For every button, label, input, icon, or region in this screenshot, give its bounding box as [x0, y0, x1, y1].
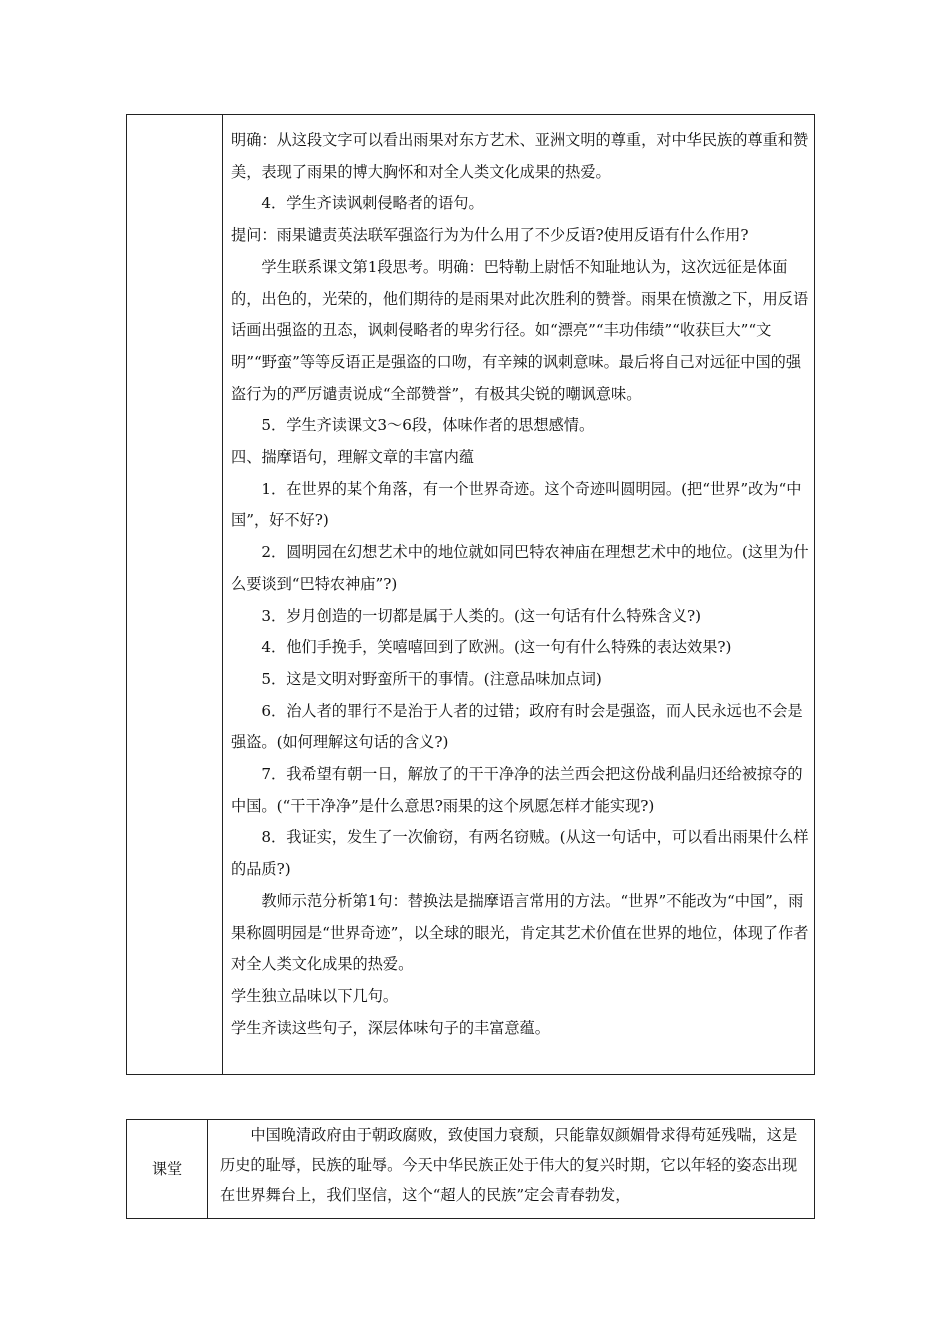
paragraph: 学生联系课文第1段思考。明确：巴特勒上尉恬不知耻地认为，这次远征是体面的，出色的，光荣的，他们期待的是雨果对此次胜利的赞誉。雨果在愤激之下，用反语话画出强盗的丑态，讽刺侵略者的卑劣行径。如“漂亮”“丰功伟绩”“收获巨大”“文明”“野蛮”等等反语正是强盗的口吻，有辛辣的讽刺意味。最后将自己对远征中国的强盗行为的严厉谴责说成“全部赞誉”，有极其尖锐的嘲讽意味。: [231, 257, 809, 403]
paragraph: 4．学生齐读讽刺侵略者的语句。: [261, 194, 484, 213]
summary-table: [126, 1119, 815, 1219]
section-heading: 四、揣摩语句，理解文章的丰富内蕴: [231, 448, 474, 467]
paragraph: 3．岁月创造的一切都是属于人类的。(这一句话有什么特殊含义?): [261, 606, 702, 625]
row-label: 课堂: [151, 1160, 183, 1178]
paragraph: 明确：从这段文字可以看出雨果对东方艺术、亚洲文明的尊重，对中华民族的尊重和赞美，表现了雨果的博大胸怀和对全人类文化成果的热爱。: [231, 131, 809, 181]
paragraph: 6．治人者的罪行不是治于人者的过错；政府有时会是强盗，而人民永远也不会是强盗。(如何理解这句话的含义?): [231, 701, 803, 752]
paragraph: 2．圆明园在幻想艺术中的地位就如同巴特农神庙在理想艺术中的地位。(这里为什么要谈到“巴特农神庙”?): [231, 543, 809, 593]
summary-content: [220, 1120, 810, 1210]
column-divider: [222, 115, 223, 1074]
paragraph: 1．在世界的某个角落，有一个世界奇迹。这个奇迹叫圆明园。(把“世界”改为“中国”，好不好?): [231, 479, 802, 530]
paragraph: 学生齐读这些句子，深层体味句子的丰富意蕴。: [231, 1018, 550, 1037]
lesson-table: [126, 114, 815, 1075]
paragraph: 8．我证实，发生了一次偷窃，有两名窃贼。(从这一句话中，可以看出雨果什么样的品质?): [231, 828, 809, 879]
paragraph: 4．他们手挽手，笑嘻嘻回到了欧洲。(这一句有什么特殊的表达效果?): [261, 638, 732, 657]
paragraph: 5．学生齐读课文3～6段，体味作者的思想感情。: [261, 416, 595, 435]
paragraph: 中国晚清政府由于朝政腐败，致使国力衰颓，只能靠奴颜媚骨求得苟延残喘，这是历史的耻辱，民族的耻辱。今天中华民族正处于伟大的复兴时期，它以年轻的姿态出现在世界舞台上，我们坚信，这个“超人的民族”定会青春勃发，: [220, 1126, 798, 1204]
column-divider: [207, 1120, 208, 1218]
paragraph: 教师示范分析第1句：替换法是揣摩语言常用的方法。“世界”不能改为“中国”，雨果称圆明园是“世界奇迹”，以全球的眼光，肯定其艺术价值在世界的地位，体现了作者对全人类文化成果的热爱。: [231, 891, 809, 974]
paragraph: 提问：雨果谴责英法联军强盗行为为什么用了不少反语?使用反语有什么作用?: [231, 226, 749, 245]
lesson-content: [231, 125, 809, 1044]
paragraph: 7．我希望有朝一日，解放了的干干净净的法兰西会把这份战利晶归还给被掠夺的中国。(“干干净净”是什么意思?雨果的这个夙愿怎样才能实现?): [231, 765, 803, 815]
paragraph: 学生独立品味以下几句。: [231, 986, 399, 1005]
paragraph: 5．这是文明对野蛮所干的事情。(注意品味加点词): [261, 669, 602, 688]
